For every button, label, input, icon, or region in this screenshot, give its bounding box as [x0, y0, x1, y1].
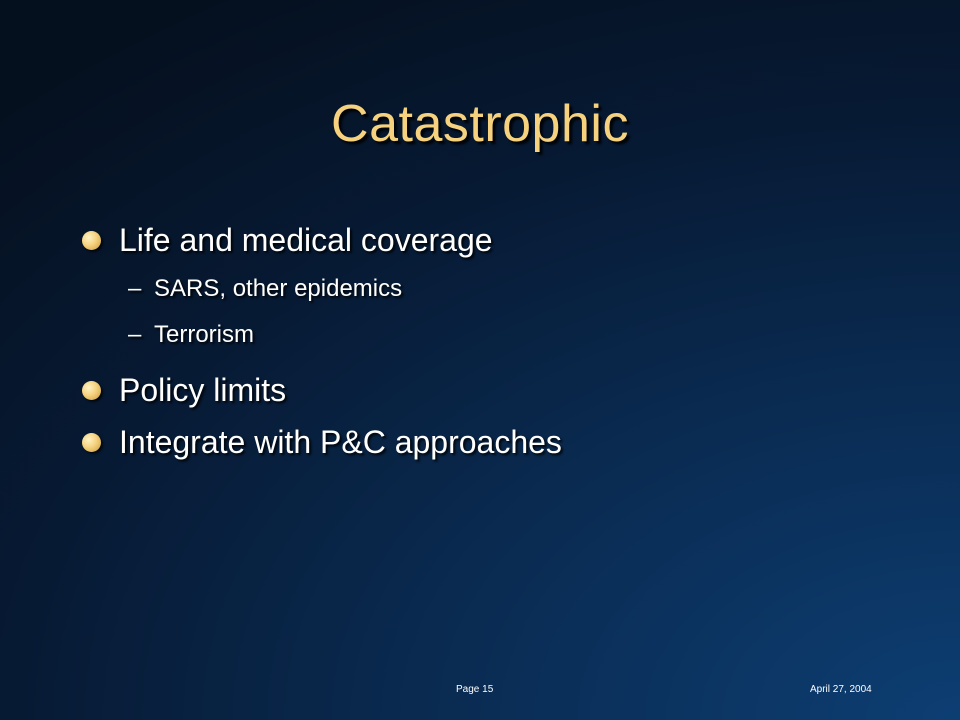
- bullet-dot-icon: [82, 433, 101, 452]
- dash-icon: –: [128, 321, 142, 348]
- sub-bullet-item: [82, 312, 902, 358]
- footer-date: April 27, 2004: [810, 684, 872, 695]
- bullet-item: [82, 416, 902, 468]
- bullet-item: [82, 214, 902, 266]
- bullet-text: Life and medical coverage: [119, 221, 493, 258]
- sub-bullet-text: SARS, other epidemics: [154, 275, 403, 302]
- bullet-list: [82, 214, 902, 468]
- sub-bullet-item: [82, 266, 902, 312]
- bullet-text: Integrate with P&C approaches: [119, 423, 562, 460]
- bullet-dot-icon: [82, 381, 101, 400]
- bullet-dot-icon: [82, 231, 101, 250]
- bullet-text: Policy limits: [119, 371, 287, 408]
- bullet-item: [82, 364, 902, 416]
- page-number: Page 15: [456, 684, 494, 695]
- slide-title: Catastrophic: [331, 95, 629, 153]
- dash-icon: –: [128, 275, 142, 302]
- sub-bullet-text: Terrorism: [154, 321, 254, 348]
